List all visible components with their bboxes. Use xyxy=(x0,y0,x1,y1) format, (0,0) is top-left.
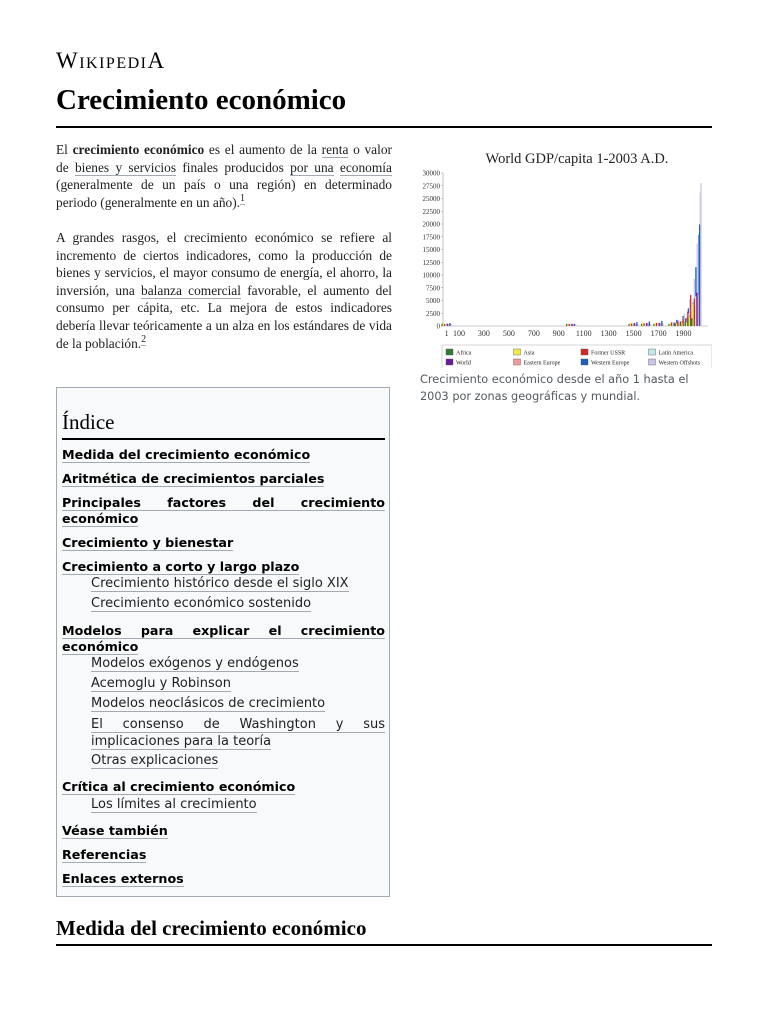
text: o valor de xyxy=(56,142,392,175)
y-tick-label: 15000 xyxy=(422,246,440,254)
bar-asia xyxy=(670,323,671,326)
legend-label: Western Offshots xyxy=(658,360,701,367)
legend-swatch xyxy=(446,349,453,355)
figure-caption: Crecimiento económico desde el año 1 hasta el 2003 por zonas geográficas y mundial. xyxy=(420,373,689,403)
bar-africa xyxy=(687,319,688,326)
bar-africa xyxy=(691,318,692,326)
section-heading: Medida del crecimiento económico xyxy=(56,916,367,940)
bar-eastern-europe xyxy=(647,323,648,326)
bar-asia xyxy=(443,324,444,326)
toc-subitem-neoclasicos[interactable]: Modelos neoclásicos de crecimiento xyxy=(91,696,326,711)
legend-label: Latin America xyxy=(658,350,693,357)
bar-asia xyxy=(692,303,693,326)
bar-eastern-europe xyxy=(573,324,574,326)
text: (generalmente de un país o una región) en determinado periodo (generalmente en un año). xyxy=(56,177,392,210)
link-bienes-y-servicios[interactable]: bienes y servicios xyxy=(74,159,177,175)
y-tick-label: 20000 xyxy=(422,220,440,229)
bar-africa xyxy=(675,323,676,326)
bar-former-ussr xyxy=(656,323,657,326)
legend-label: Asia xyxy=(523,350,535,357)
bar-africa xyxy=(441,324,442,326)
bar-asia xyxy=(655,323,656,326)
page-title: Crecimiento económico xyxy=(56,84,347,116)
bar-former-ussr xyxy=(569,324,570,326)
bar-latin-america xyxy=(672,322,673,326)
toc-item-medida[interactable]: Medida del crecimiento económico xyxy=(62,447,311,462)
bar-africa xyxy=(680,323,681,326)
toc-item-modelos[interactable]: Modelos para explicar el crecimiento económico xyxy=(62,623,385,654)
x-tick-label: 1300 xyxy=(600,329,617,338)
bar-eastern-europe xyxy=(448,324,449,326)
bar-asia xyxy=(630,323,631,326)
bar-asia xyxy=(676,323,677,326)
bold-term: crecimiento económico xyxy=(72,142,205,157)
intro-paragraph xyxy=(56,141,392,211)
legend-swatch xyxy=(581,359,588,365)
bar-latin-america xyxy=(445,324,446,326)
toc-subitem-exogenos[interactable]: Modelos exógenos y endógenos xyxy=(91,656,299,671)
bar-latin-america xyxy=(632,324,633,326)
y-tick-label: 12500 xyxy=(422,258,440,267)
toc-subitem-sostenido[interactable]: Crecimiento económico sostenido xyxy=(91,596,312,611)
y-tick-label: 22500 xyxy=(422,207,440,216)
bar-former-ussr xyxy=(644,323,645,326)
toc-item-factores[interactable]: Principales factores del crecimiento económico xyxy=(62,495,385,526)
legend-swatch xyxy=(581,349,588,355)
bar-latin-america xyxy=(570,324,571,326)
x-tick-label: 1700 xyxy=(650,329,667,338)
y-tick-label: 27500 xyxy=(422,182,440,191)
bar-world xyxy=(646,323,647,326)
y-tick-label: 30000 xyxy=(422,169,440,178)
text: El xyxy=(56,142,73,157)
bar-africa xyxy=(653,324,654,326)
bar-former-ussr xyxy=(694,298,695,326)
bar-africa xyxy=(566,324,567,326)
bar-former-ussr xyxy=(677,321,678,326)
bar-western-offshots xyxy=(638,324,639,326)
text xyxy=(334,160,340,175)
legend-label: Africa xyxy=(456,350,472,357)
x-tick-label: 1500 xyxy=(625,329,642,338)
bar-latin-america xyxy=(645,324,646,326)
bar-latin-america xyxy=(679,323,680,326)
legend-label: World xyxy=(456,360,471,367)
bar-asia xyxy=(689,317,690,326)
link-por-una[interactable]: por una xyxy=(290,159,334,175)
bar-latin-america xyxy=(657,323,658,326)
x-tick-label: 1 xyxy=(444,329,449,338)
bar-western-offshots xyxy=(650,324,651,326)
bar-world xyxy=(634,323,635,326)
bar-western-offshots xyxy=(575,324,576,326)
link-economia[interactable]: economía xyxy=(339,159,392,175)
bar-former-ussr xyxy=(671,322,672,326)
bar-world xyxy=(659,323,660,326)
bar-asia xyxy=(567,324,568,326)
bar-western-europe xyxy=(649,321,650,326)
section-divider xyxy=(56,944,712,946)
bar-world xyxy=(696,293,697,326)
x-tick-label: 500 xyxy=(502,329,515,338)
toc-subitem-otras[interactable]: Otras explicaciones xyxy=(91,753,219,768)
bar-western-offshots xyxy=(451,324,452,326)
legend-swatch xyxy=(649,349,656,355)
reference-1[interactable]: 1 xyxy=(240,193,246,205)
link-renta[interactable]: renta xyxy=(321,142,349,157)
toc-item-critica[interactable]: Crítica al crecimiento económico xyxy=(62,779,296,794)
table-of-contents xyxy=(56,387,390,897)
text: finales producidos xyxy=(176,159,291,175)
bar-former-ussr xyxy=(444,324,445,326)
link-balanza-comercial[interactable]: balanza comercial xyxy=(141,282,241,298)
gdp-figure xyxy=(416,140,712,408)
bar-western-europe xyxy=(574,324,575,326)
bar-western-offshots xyxy=(700,183,701,326)
toc-subitem-limites[interactable]: Los límites al crecimiento xyxy=(91,797,257,812)
bar-western-europe xyxy=(449,323,450,326)
toc-item-vease-tambien[interactable]: Véase también xyxy=(62,823,168,838)
x-tick-label: 900 xyxy=(552,329,565,338)
bar-world xyxy=(571,324,572,326)
bar-africa xyxy=(628,324,629,326)
legend-label: Eastern Europe xyxy=(523,360,561,367)
y-tick-label: 17500 xyxy=(422,233,440,242)
second-paragraph xyxy=(56,229,392,352)
bar-former-ussr xyxy=(683,318,684,326)
y-tick-label: 5000 xyxy=(426,297,440,305)
toc-divider xyxy=(62,438,385,440)
reference-2[interactable]: 2 xyxy=(141,334,147,346)
toc-subitem-washington[interactable]: El consenso de Washington y sus implicaciones para la teoría xyxy=(91,717,385,749)
bar-western-europe xyxy=(661,321,662,326)
wikipedia-logo[interactable]: WikipediA xyxy=(56,48,166,73)
legend-label: Western Europe xyxy=(591,360,630,367)
toc-subitem-historico[interactable]: Crecimiento histórico desde el siglo XIX xyxy=(91,576,349,591)
text: es el aumento de la xyxy=(204,142,322,157)
x-tick-label: 1100 xyxy=(575,329,592,338)
bar-western-offshots xyxy=(662,324,663,326)
text: favorable, el aumento del consumo per cápita, etc. La mejora de estos indicadores debería llevar teóricamente a un alza en los estándares de vida de la población. xyxy=(56,282,392,351)
bar-world xyxy=(447,324,448,326)
toc-subitem-acemoglu[interactable]: Acemoglu y Robinson xyxy=(91,676,231,691)
bar-eastern-europe xyxy=(698,294,699,326)
legend-swatch xyxy=(514,359,521,365)
toc-item-corto-largo-plazo[interactable]: Crecimiento a corto y largo plazo xyxy=(62,559,300,574)
bar-africa xyxy=(641,324,642,326)
legend-swatch xyxy=(514,349,521,355)
text: A grandes rasgos, el crecimiento económico se refiere al incremento de ciertos indicadores, como la producción de bienes y servicios, el mayor consumo de energía, el ahorro, la inversión, una xyxy=(56,230,392,298)
x-tick-label: 100 xyxy=(452,329,465,338)
toc-item-referencias[interactable]: Referencias xyxy=(62,847,147,862)
legend-swatch xyxy=(446,359,453,365)
legend-label: Former USSR xyxy=(591,350,626,357)
legend-swatch xyxy=(649,359,656,365)
bar-western-europe xyxy=(699,224,700,326)
bar-africa xyxy=(685,321,686,326)
chart-title: World GDP/capita 1-2003 A.D. xyxy=(485,151,669,167)
bar-asia xyxy=(686,322,687,326)
bar-asia xyxy=(681,323,682,326)
bar-western-europe xyxy=(636,322,637,326)
bar-eastern-europe xyxy=(660,323,661,326)
x-tick-label: 1900 xyxy=(675,329,692,338)
bar-africa xyxy=(668,324,669,326)
gdp-chart[interactable] xyxy=(416,140,712,368)
title-divider xyxy=(56,126,712,128)
x-tick-label: 700 xyxy=(527,329,540,338)
toc-item-aritmetica[interactable]: Aritmética de crecimientos parciales xyxy=(62,471,325,486)
toc-item-enlaces[interactable]: Enlaces externos xyxy=(62,871,184,886)
toc-item-bienestar[interactable]: Crecimiento y bienestar xyxy=(62,535,234,550)
y-tick-label: 25000 xyxy=(422,195,440,203)
y-tick-label: 0 xyxy=(436,322,440,331)
x-tick-label: 300 xyxy=(477,329,490,338)
bar-former-ussr xyxy=(631,323,632,326)
bar-eastern-europe xyxy=(635,323,636,326)
toc-title: Índice xyxy=(62,410,115,434)
bar-asia xyxy=(642,323,643,326)
y-tick-label: 10000 xyxy=(422,271,440,280)
bar-latin-america xyxy=(695,296,696,326)
y-tick-label: 7500 xyxy=(426,284,440,293)
y-tick-label: 2500 xyxy=(426,309,440,318)
